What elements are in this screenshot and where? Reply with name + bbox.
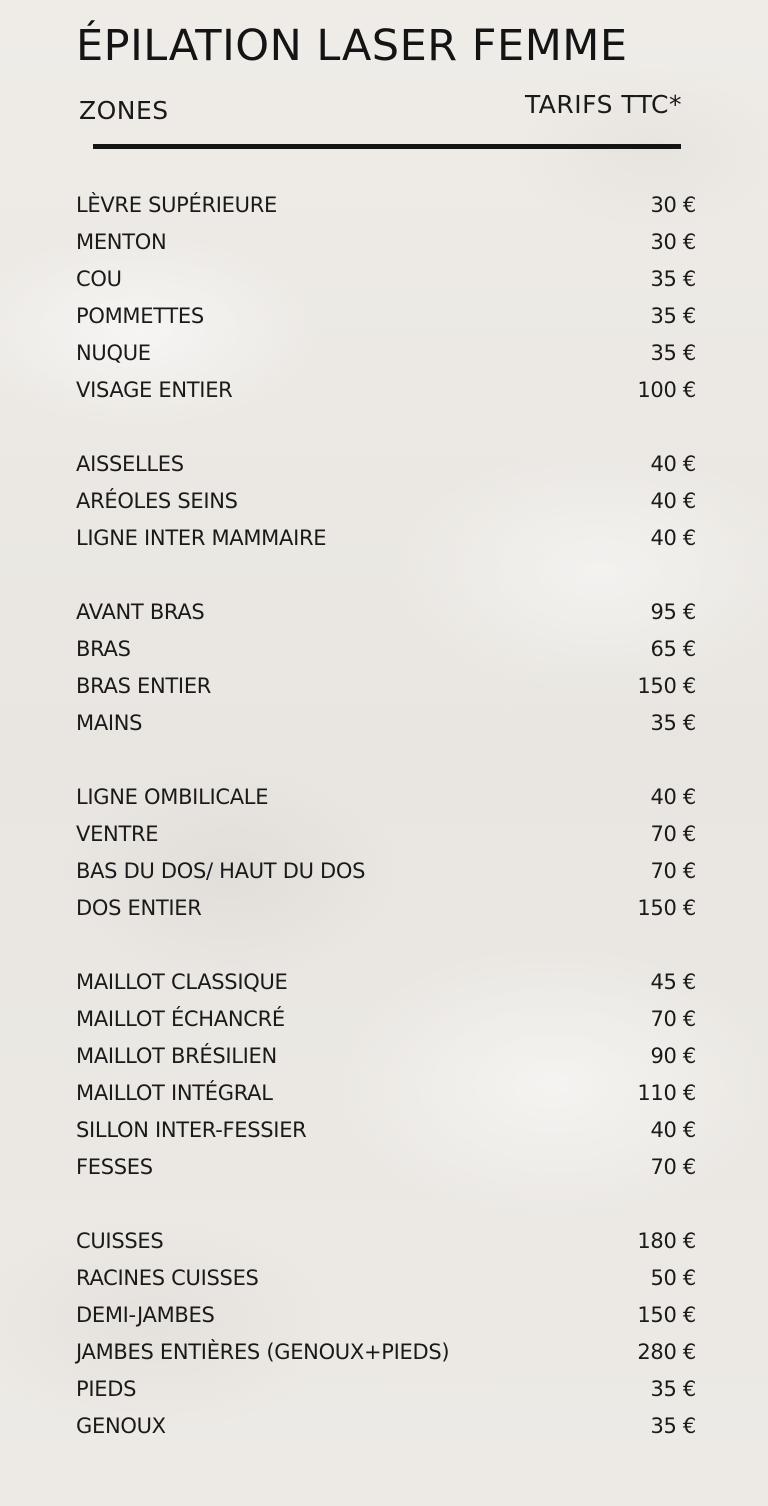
price-row <box>76 1259 696 1296</box>
price-row <box>76 1037 696 1074</box>
zone-price: 280 € <box>637 1339 696 1364</box>
price-row <box>76 815 696 852</box>
price-row <box>76 223 696 260</box>
price-row <box>76 630 696 667</box>
price-group <box>76 1222 696 1444</box>
price-row <box>76 704 696 741</box>
header-divider <box>93 144 681 149</box>
zone-price: 30 € <box>650 229 696 254</box>
zone-price: 45 € <box>650 969 696 994</box>
zone-label: RACINES CUISSES <box>76 1265 259 1290</box>
zone-label: FESSES <box>76 1154 153 1179</box>
zone-label: MAILLOT ÉCHANCRÉ <box>76 1006 285 1031</box>
price-group <box>76 445 696 556</box>
zone-label: JAMBES ENTIÈRES (GENOUX+PIEDS) <box>76 1339 450 1364</box>
zone-label: POMMETTES <box>76 303 204 328</box>
price-row <box>76 593 696 630</box>
price-row <box>76 1333 696 1370</box>
zone-price: 90 € <box>650 1043 696 1068</box>
price-group <box>76 963 696 1185</box>
zone-price: 40 € <box>650 784 696 809</box>
price-row <box>76 1111 696 1148</box>
zone-price: 65 € <box>650 636 696 661</box>
zone-label: BRAS <box>76 636 131 661</box>
price-row <box>76 519 696 556</box>
price-row <box>76 260 696 297</box>
zone-label: GENOUX <box>76 1413 166 1438</box>
price-row <box>76 334 696 371</box>
zone-price: 40 € <box>650 525 696 550</box>
zone-label: COU <box>76 266 122 291</box>
zone-label: AISSELLES <box>76 451 184 476</box>
zone-label: ARÉOLES SEINS <box>76 488 238 513</box>
price-row <box>76 1222 696 1259</box>
zone-price: 35 € <box>650 266 696 291</box>
price-row <box>76 371 696 408</box>
price-row <box>76 1296 696 1333</box>
price-group <box>76 186 696 408</box>
price-row <box>76 1148 696 1185</box>
zone-price: 35 € <box>650 1376 696 1401</box>
zone-price: 150 € <box>637 1302 696 1327</box>
price-group <box>76 778 696 926</box>
zone-price: 35 € <box>650 710 696 735</box>
zone-label: NUQUE <box>76 340 151 365</box>
zone-price: 50 € <box>650 1265 696 1290</box>
zone-price: 150 € <box>637 673 696 698</box>
zone-price: 70 € <box>650 1154 696 1179</box>
zone-price: 35 € <box>650 303 696 328</box>
zone-price: 180 € <box>637 1228 696 1253</box>
zone-price: 40 € <box>650 451 696 476</box>
price-row <box>76 889 696 926</box>
zone-price: 35 € <box>650 1413 696 1438</box>
price-row <box>76 482 696 519</box>
price-list <box>76 186 696 1481</box>
zone-label: BRAS ENTIER <box>76 673 212 698</box>
price-row <box>76 778 696 815</box>
page-title: ÉPILATION LASER FEMME <box>76 21 628 71</box>
zone-price: 70 € <box>650 1006 696 1031</box>
zone-label: MENTON <box>76 229 167 254</box>
zone-label: BAS DU DOS/ HAUT DU DOS <box>76 858 366 883</box>
zone-label: MAINS <box>76 710 143 735</box>
zone-label: DEMI-JAMBES <box>76 1302 215 1327</box>
price-row <box>76 667 696 704</box>
zone-price: 100 € <box>637 377 696 402</box>
zone-price: 70 € <box>650 821 696 846</box>
price-group <box>76 593 696 741</box>
price-row <box>76 852 696 889</box>
zone-label: LIGNE INTER MAMMAIRE <box>76 525 327 550</box>
zone-label: VENTRE <box>76 821 159 846</box>
zone-price: 110 € <box>637 1080 696 1105</box>
price-row <box>76 1074 696 1111</box>
zone-price: 95 € <box>650 599 696 624</box>
price-row <box>76 1407 696 1444</box>
zone-price: 40 € <box>650 1117 696 1142</box>
zone-label: MAILLOT CLASSIQUE <box>76 969 288 994</box>
zone-price: 70 € <box>650 858 696 883</box>
zone-label: LÈVRE SUPÉRIEURE <box>76 192 277 217</box>
price-row <box>76 963 696 1000</box>
zone-label: MAILLOT BRÉSILIEN <box>76 1043 277 1068</box>
zone-label: PIEDS <box>76 1376 137 1401</box>
price-row <box>76 445 696 482</box>
price-row <box>76 297 696 334</box>
zone-label: DOS ENTIER <box>76 895 202 920</box>
zone-label: MAILLOT INTÉGRAL <box>76 1080 273 1105</box>
price-row <box>76 1000 696 1037</box>
zone-price: 40 € <box>650 488 696 513</box>
zone-price: 35 € <box>650 340 696 365</box>
zone-price: 150 € <box>637 895 696 920</box>
price-row <box>76 186 696 223</box>
zone-label: SILLON INTER-FESSIER <box>76 1117 307 1142</box>
zone-label: CUISSES <box>76 1228 164 1253</box>
zone-label: LIGNE OMBILICALE <box>76 784 269 809</box>
zone-label: AVANT BRAS <box>76 599 205 624</box>
tarifs-column-header: TARIFS TTC* <box>524 90 682 119</box>
zone-label: VISAGE ENTIER <box>76 377 233 402</box>
zones-column-header: ZONES <box>79 96 169 125</box>
zone-price: 30 € <box>650 192 696 217</box>
price-row <box>76 1370 696 1407</box>
